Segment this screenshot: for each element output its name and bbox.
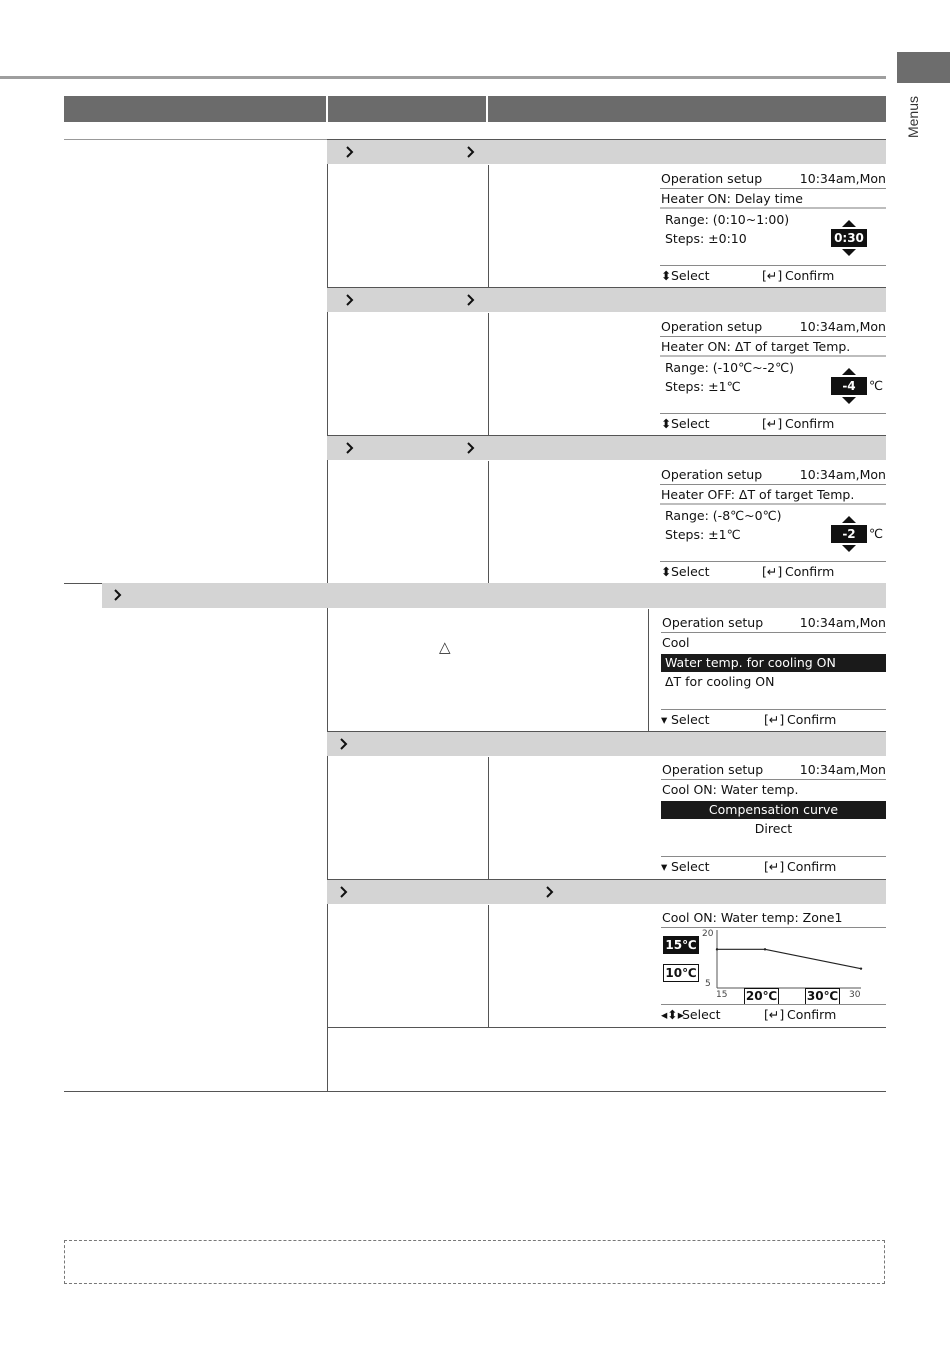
curve-high-temp-box[interactable]: 15℃ [663,936,699,954]
lcd-screen-cool-water-temp [661,761,886,877]
row-divider [64,139,328,140]
lcd-rule [660,484,886,485]
curve-x2-temp-box[interactable]: 30℃ [806,989,839,1003]
arrow-down-icon[interactable] [842,397,856,404]
lcd-time: 10:34am,Mon [799,319,886,334]
table-bottom-rule [64,1091,886,1092]
lcd-rule [661,1004,886,1005]
lcd-confirm-label: Confirm [785,268,835,283]
header-separator [486,96,488,122]
lcd-menu-item[interactable]: ΔT for cooling ON [665,674,775,689]
curve-series-line [717,949,861,968]
lcd-value-box[interactable]: 0:30 [831,229,867,247]
curve-point [764,948,766,950]
enter-icon: [↵] [764,859,785,874]
menu-path-row [327,287,886,312]
note-box [64,1240,885,1284]
lcd-value-box[interactable]: -2 [831,525,867,543]
menu-path-row [327,731,886,756]
lcd-time: 10:34am,Mon [799,615,886,630]
section-tab-label: Menus [905,95,921,139]
curve-x1-temp-box[interactable]: 20℃ [745,989,778,1003]
x-axis-right-label: 30 [849,990,861,1000]
lcd-menu-item-selected[interactable]: Compensation curve [661,801,886,819]
curve-point [860,967,862,969]
updown-arrow-icon: ⬍ [661,268,672,283]
top-rule [0,76,886,79]
column-divider [327,139,328,1091]
lcd-select-label: Select [671,712,710,727]
arrow-up-icon[interactable] [842,368,856,375]
lcd-rule [660,336,886,337]
lcd-menu-item-selected[interactable]: Water temp. for cooling ON [661,654,886,672]
lcd-rule [661,856,886,857]
lcd-confirm-label: Confirm [785,416,835,431]
column-divider [648,609,649,731]
lcd-time: 10:34am,Mon [799,762,886,777]
enter-icon: [↵] [764,1007,785,1022]
column-divider [488,165,489,287]
lcd-rule [660,265,886,266]
lcd-title: Cool [662,635,690,650]
lcd-rule [660,503,886,505]
column-divider [488,313,489,435]
lcd-rule [661,632,886,633]
lcd-title: Cool ON: Water temp. [662,782,799,797]
chevron-right-icon [337,737,351,751]
arrow-down-icon[interactable] [842,249,856,256]
lcd-title: Heater ON: ΔT of target Temp. [661,339,851,354]
lcd-rule [660,561,886,562]
lcd-range: Range: (-8℃~0℃) [665,508,782,523]
lcd-confirm-label: Confirm [787,712,837,727]
lcd-steps: Steps: ±1℃ [665,379,741,394]
enter-icon: [↵] [762,416,783,431]
lcd-rule [660,188,886,189]
chevron-right-icon [343,145,357,159]
chevron-right-icon [464,145,478,159]
lcd-confirm-label: Confirm [785,564,835,579]
curve-low-temp-box[interactable]: 10℃ [663,964,699,982]
lcd-title: Cool ON: Water temp: Zone1 [662,910,843,925]
lcd-rule [660,413,886,414]
down-arrow-icon: ▾ [661,712,668,727]
lcd-rule [660,207,886,209]
lcd-select-label: Select [671,268,710,283]
lcd-rule [661,709,886,710]
lcd-confirm-label: Confirm [787,859,837,874]
header-separator [326,96,328,122]
chevron-right-icon [464,293,478,307]
row-divider [327,1027,886,1028]
enter-icon: [↵] [764,712,785,727]
menu-path-row [327,879,886,904]
lcd-header-label: Operation setup [661,467,763,482]
column-divider [488,757,489,879]
section-tab [897,52,950,83]
table-header [64,96,886,122]
down-arrow-icon: ▾ [661,859,668,874]
lcd-header-label: Operation setup [662,615,764,630]
column-divider [488,905,489,1027]
arrow-down-icon[interactable] [842,545,856,552]
lcd-rule [661,779,886,780]
lcd-steps: Steps: ±0:10 [665,231,747,246]
y-axis-bottom-label: 5 [705,979,711,989]
lcd-range: Range: (-10℃~-2℃) [665,360,794,375]
enter-icon: [↵] [762,564,783,579]
lcd-time: 10:34am,Mon [799,171,886,186]
arrow-up-icon[interactable] [842,516,856,523]
lcd-header-label: Operation setup [662,762,764,777]
lcd-screen-heater-on-delta [660,318,886,434]
four-way-arrow-icon: ◂⬍▸ [661,1007,685,1022]
lcd-select-label: Select [671,859,710,874]
lcd-header-label: Operation setup [661,171,763,186]
lcd-range: Range: (0:10~1:00) [665,212,790,227]
lcd-unit: ℃ [869,378,884,393]
enter-icon: [↵] [762,268,783,283]
lcd-title: Heater ON: Delay time [661,191,803,206]
menu-path-row [327,435,886,460]
chevron-right-icon [464,441,478,455]
lcd-header-label: Operation setup [661,319,763,334]
chevron-right-icon [111,588,125,602]
lcd-steps: Steps: ±1℃ [665,527,741,542]
lcd-confirm-label: Confirm [787,1007,837,1022]
lcd-rule [660,355,886,357]
lcd-screen-cool-menu [661,614,886,730]
chevron-right-icon [343,441,357,455]
lcd-time: 10:34am,Mon [799,467,886,482]
chevron-right-icon [543,885,557,899]
updown-arrow-icon: ⬍ [661,564,672,579]
column-divider [488,461,489,583]
lcd-screen-heater-off-delta [660,466,886,582]
lcd-title: Heater OFF: ΔT of target Temp. [661,487,855,502]
triangle-symbol: △ [439,638,451,656]
y-axis-top-label: 20 [702,929,714,939]
lcd-menu-item[interactable]: Direct [754,821,793,836]
lcd-select-label: Select [671,416,710,431]
lcd-unit: ℃ [869,526,884,541]
lcd-select-label: Select [682,1007,721,1022]
lcd-screen-heater-delay [660,170,886,286]
menu-path-row [102,583,886,608]
lcd-screen-zone1-curve [661,909,886,1025]
chevron-right-icon [343,293,357,307]
x-axis-left-label: 15 [716,990,728,1000]
lcd-value-box[interactable]: -4 [831,377,867,395]
chevron-right-icon [337,885,351,899]
arrow-up-icon[interactable] [842,220,856,227]
menu-path-row [327,139,886,164]
lcd-select-label: Select [671,564,710,579]
updown-arrow-icon: ⬍ [661,416,672,431]
curve-point [716,948,718,950]
